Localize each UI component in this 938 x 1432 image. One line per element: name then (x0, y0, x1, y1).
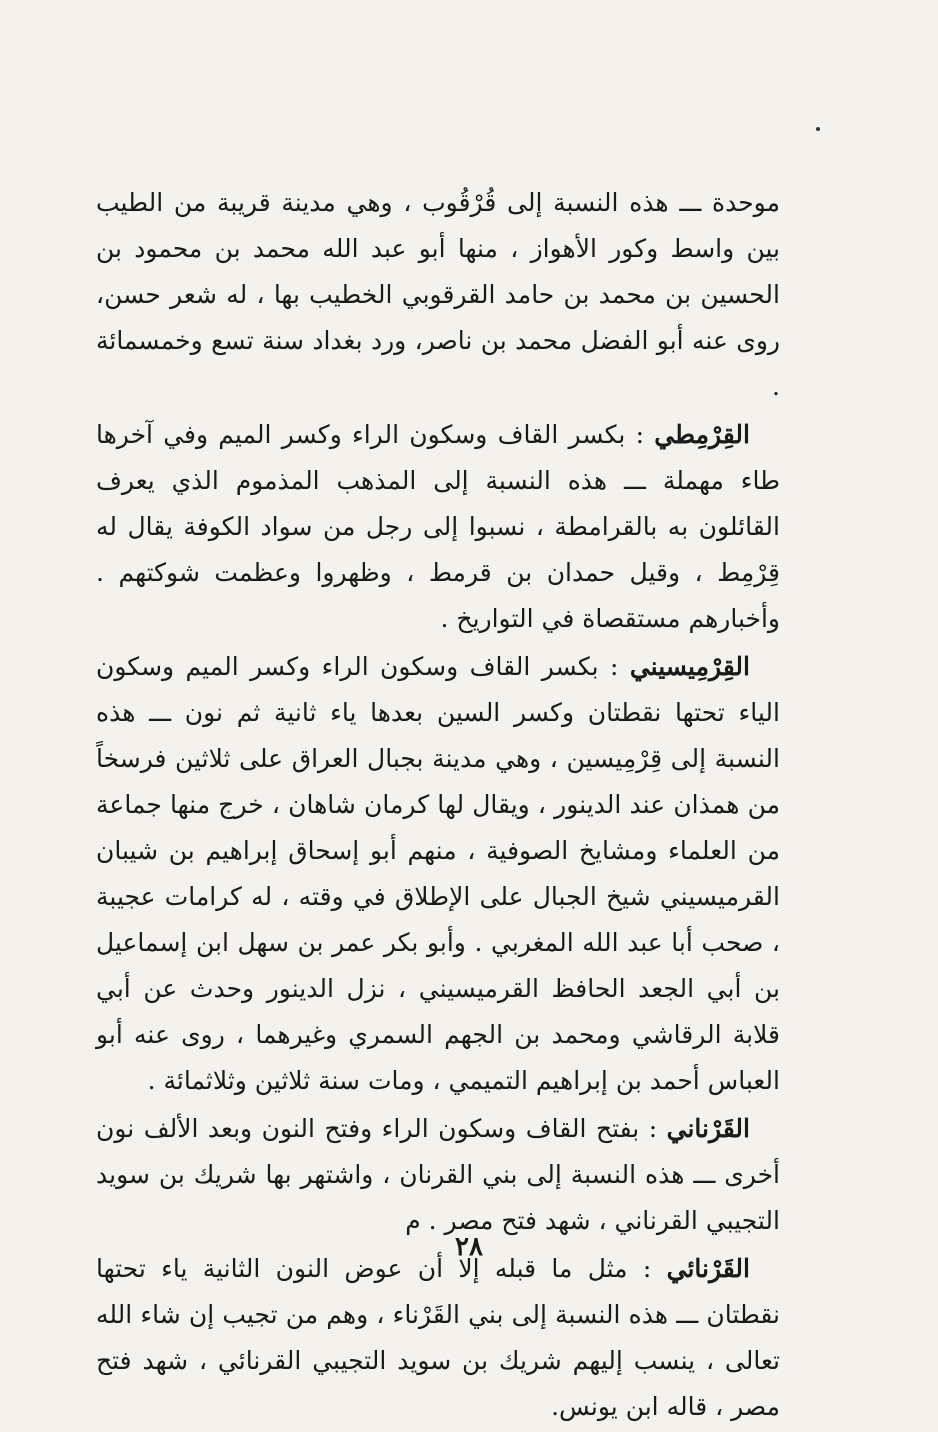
entry-body: : بفتح القاف وسكون الراء وفتح النون وبعد الألف نون أخرى ـــ هذه النسبة إلى بني القرنان ، واشتهر بها شريك بن سويد التجيبي القرناني ، شهد فتح مصر . م (96, 1114, 780, 1235)
entry-qirmiti (96, 412, 780, 642)
entry-headword: القِرْمِيسيني (629, 652, 750, 681)
scan-speck (816, 127, 820, 131)
entry-qirmisini (96, 644, 780, 1104)
entry-headword: القَرْناني (666, 1114, 750, 1143)
entry-headword: القَرْنائي (666, 1254, 750, 1283)
entry-qarnani (96, 1106, 780, 1244)
entry-body: : بكسر القاف وسكون الراء وكسر الميم وسكون الياء تحتها نقطتان وكسر السين بعدها ياء ثانية ثم نون ـــ هذه النسبة إلى قِرْمِيسين ، وهي مدينة بجبال العراق على ثلاثين فرسخاً من همذان عند الدينور ، ويقال لها كرمان شاهان ، خرج منها جماعة من العلماء ومشايخ الصوفية ، منهم أبو إسحاق إبراهيم بن شيبان القرميسيني شيخ الجبال على الإطلاق في وقته ، له كرامات عجيبة ، صحب أبا عبد الله المغربي . وأبو بكر عمر بن سهل ابن إسماعيل بن أبي الجعد الحافظ القرميسيني ، نزل الدينور وحدث عن أبي قلابة الرقاشي ومحمد بن الجهم السمري وغيرهما ، روى عنه أبو العباس أحمد بن إبراهيم التميمي ، ومات سنة ثلاثين وثلاثمائة . (96, 652, 780, 1095)
entry-body: موحدة ـــ هذه النسبة إلى قُرْقُوب ، وهي مدينة قريبة من الطيب بين واسط وكور الأهواز ، منها أبو عبد الله محمد بن محمود بن الحسين بن محمد بن حامد القرقوبي الخطيب بها ، له شعر حسن، روى عنه أبو الفضل محمد بن ناصر، ورد بغداد سنة تسع وخمسمائة . (96, 188, 780, 401)
entry-body: : بكسر القاف وسكون الراء وكسر الميم وفي آخرها طاء مهملة ـــ هذه النسبة إلى المذهب المذموم الذي يعرف القائلون به بالقرامطة ، نسبوا إلى رجل من سواد الكوفة يقال له قِرْمِط ، وقيل حمدان بن قرمط ، وظهروا وعظمت شوكتهم . وأخبارهم مستقصاة في التواريخ . (96, 420, 780, 633)
entry-headword: القِرْمِطي (654, 420, 750, 449)
entry-qarnaei (96, 1246, 780, 1430)
entry-qurqubi (96, 180, 780, 410)
entry-body: : مثل ما قبله إلا أن عوض النون الثانية ياء تحتها نقطتان ـــ هذه النسبة إلى بني القَرْناء ، وهم من تجيب إن شاء الله تعالى ، ينسب إليهم شريك بن سويد التجيبي القرنائي ، شهد فتح مصر ، قاله ابن يونس. (96, 1254, 780, 1421)
page-number: ٢٨ (455, 1232, 483, 1262)
